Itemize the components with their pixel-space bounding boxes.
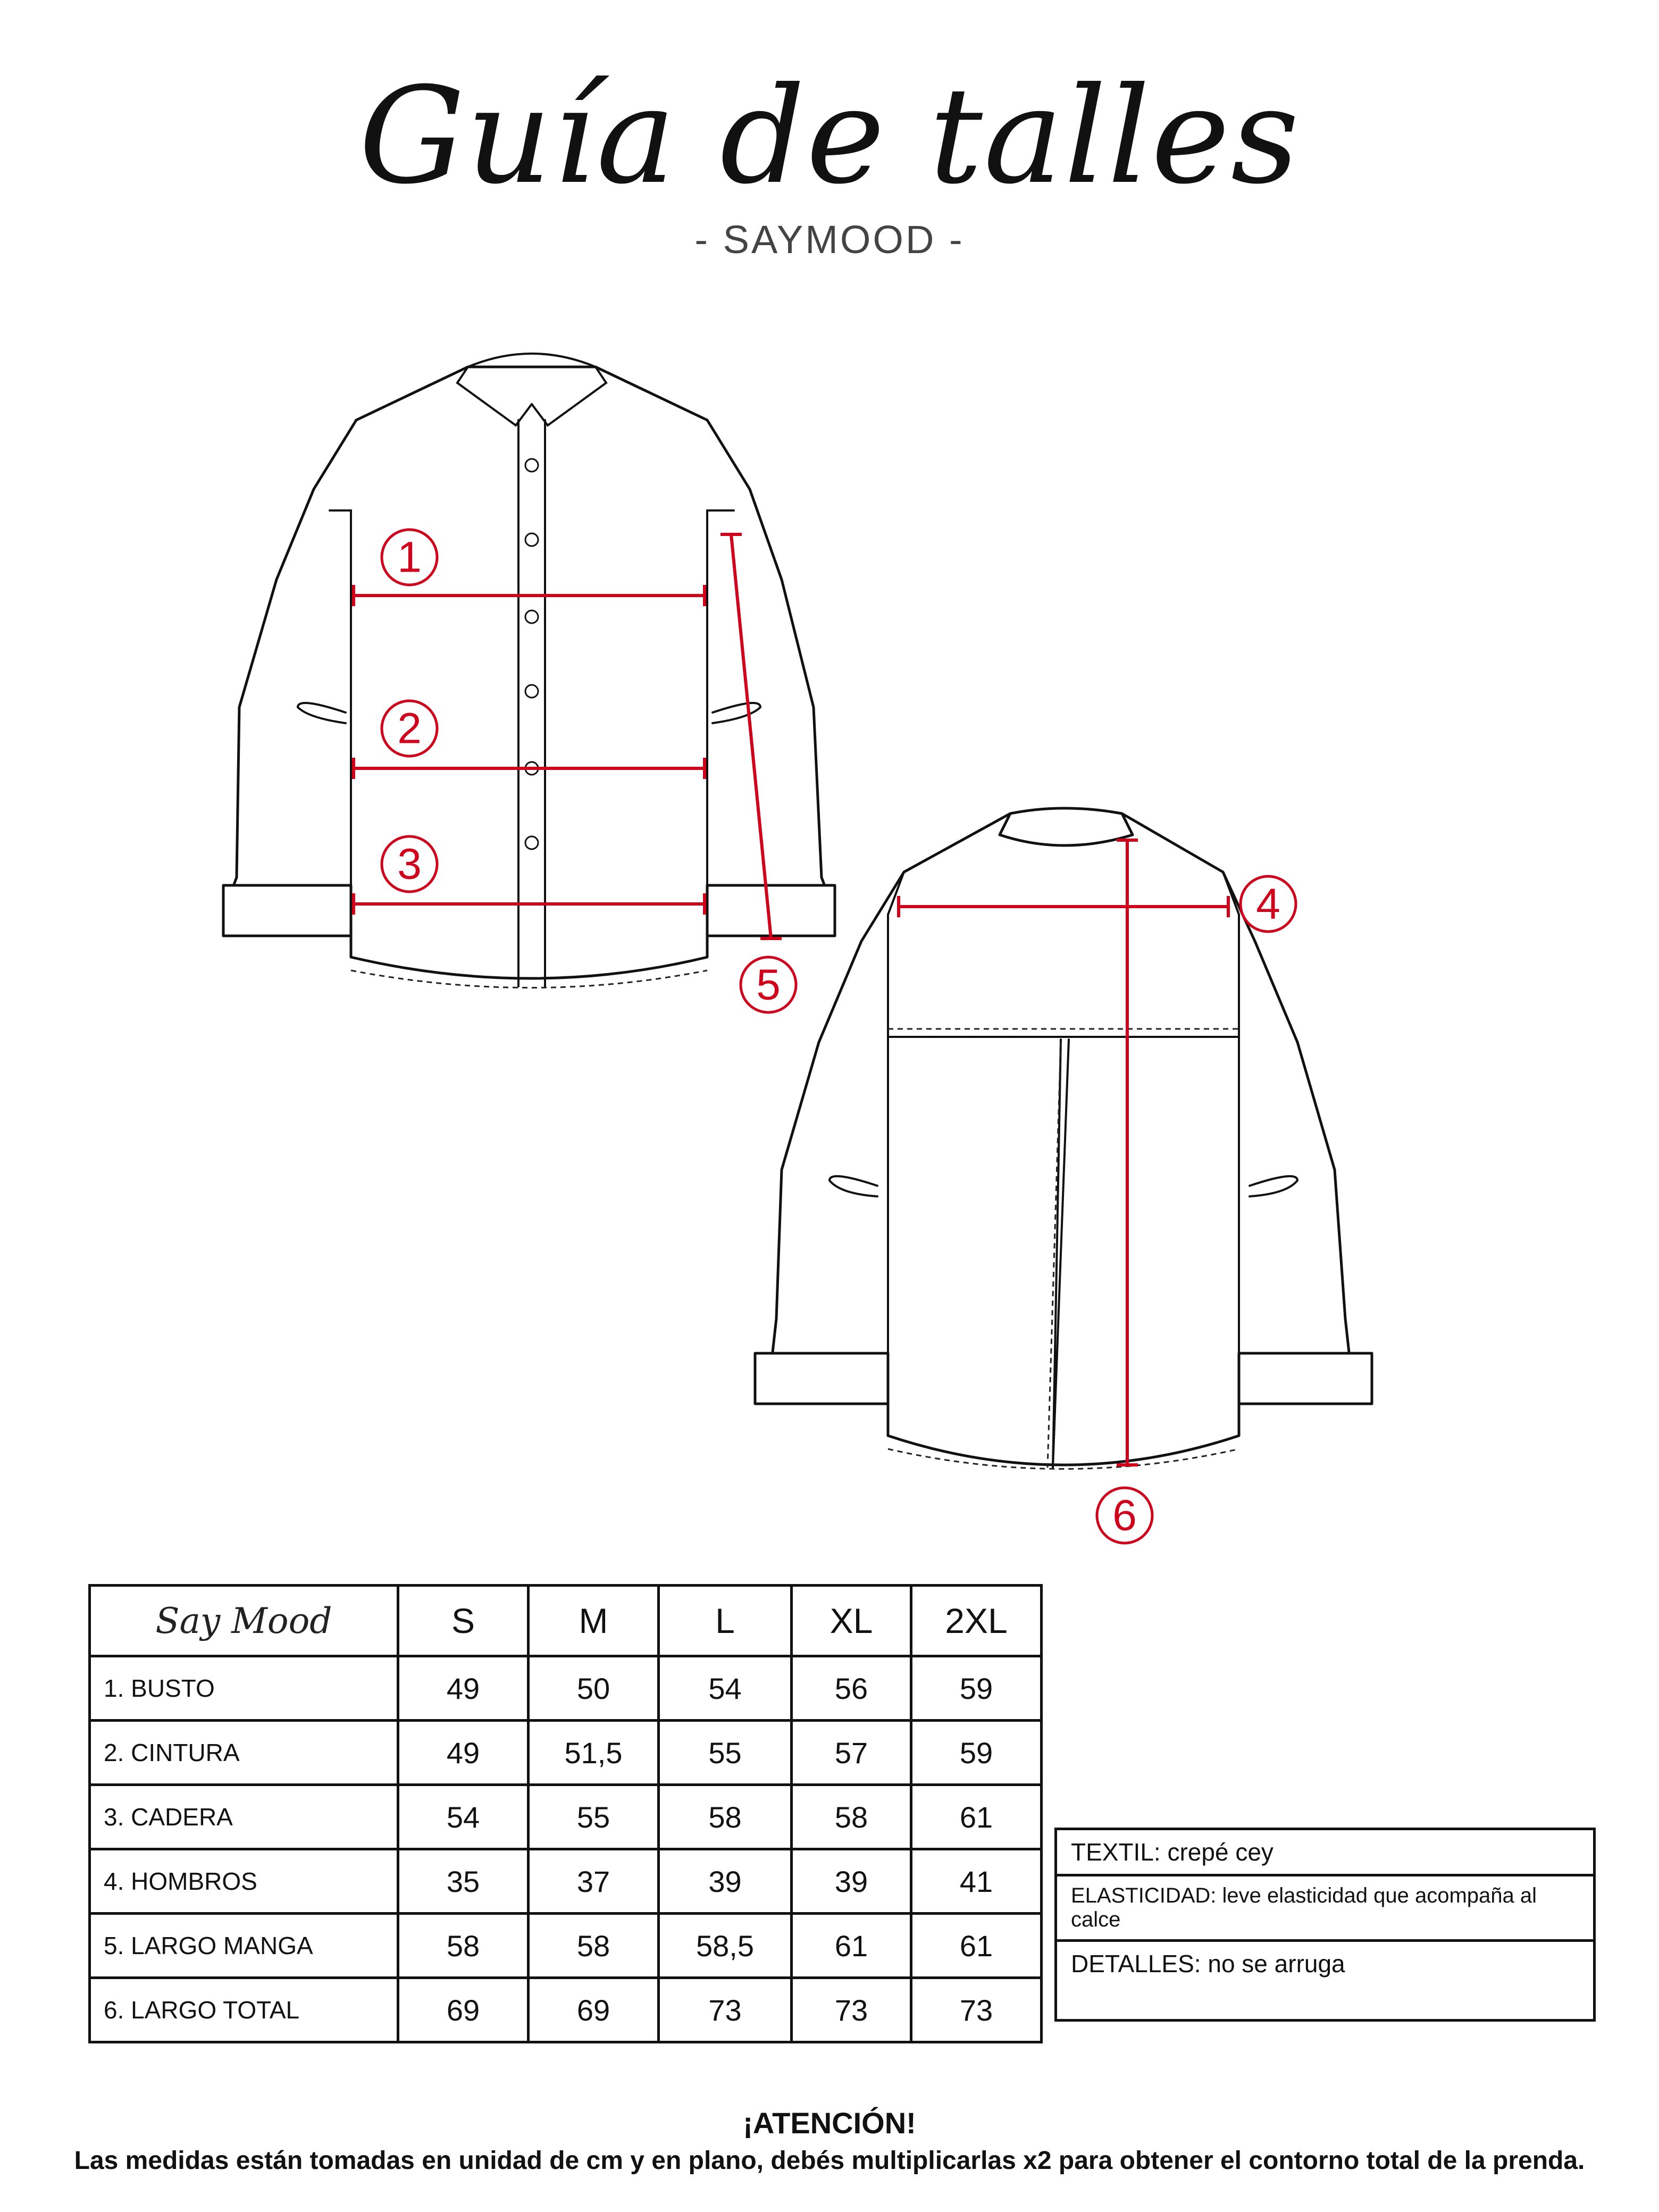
measure-marker-6-label: 6 [1112, 1491, 1137, 1540]
table-cell: 61 [792, 1914, 911, 1978]
table-cell: 58,5 [659, 1914, 792, 1978]
measure-marker-3-label: 3 [397, 840, 422, 889]
info-row-elasticidad [1056, 1875, 1595, 1941]
measure-marker-5-label: 5 [756, 960, 781, 1009]
brand-subtitle: - SAYMOOD - [694, 217, 965, 262]
front-button-6 [525, 836, 538, 849]
info-row-textil [1056, 1829, 1595, 1875]
info-row-detalles [1056, 1941, 1595, 2021]
table-cell: 73 [659, 1978, 792, 2042]
table-row [90, 1978, 1042, 2042]
table-cell: 69 [529, 1978, 659, 2042]
table-cell: 59 [911, 1656, 1042, 1721]
table-cell: 49 [398, 1721, 529, 1785]
row-label: 1. BUSTO [90, 1656, 398, 1721]
front-collar-back [468, 354, 596, 367]
table-cell: 56 [792, 1656, 911, 1721]
table-cell: 58 [659, 1785, 792, 1849]
elasticidad-info: ELASTICIDAD: leve elasticidad que acompaña al calce [1056, 1875, 1595, 1941]
fabric-info-table [1054, 1828, 1596, 2022]
size-table-header [90, 1586, 1042, 1656]
front-button-4 [525, 685, 538, 698]
size-table [88, 1584, 1043, 2043]
table-cell: 37 [529, 1849, 659, 1914]
row-label: 4. HOMBROS [90, 1849, 398, 1914]
table-cell: 50 [529, 1656, 659, 1721]
detalles-info: DETALLES: no se arruga [1056, 1941, 1595, 2021]
measure-marker-1-label: 1 [397, 533, 422, 582]
back-left-cuff [755, 1353, 888, 1404]
row-label: 3. CADERA [90, 1785, 398, 1849]
table-row [90, 1656, 1042, 1721]
table-cell: 57 [792, 1721, 911, 1785]
table-cell: 54 [398, 1785, 529, 1849]
table-row [90, 1849, 1042, 1914]
textil-info: TEXTIL: crepé cey [1056, 1829, 1595, 1875]
table-cell: 49 [398, 1656, 529, 1721]
table-cell: 61 [911, 1914, 1042, 1978]
table-cell: 69 [398, 1978, 529, 2042]
table-cell: 58 [529, 1914, 659, 1978]
table-cell: 73 [792, 1978, 911, 2042]
table-cell: 41 [911, 1849, 1042, 1914]
back-collar [1000, 808, 1133, 845]
measure-marker-2-label: 2 [397, 704, 422, 753]
table-row [90, 1721, 1042, 1785]
back-right-cuff [1239, 1353, 1372, 1404]
attention-heading: ¡ATENCIÓN! [743, 2106, 916, 2140]
table-cell: 59 [911, 1721, 1042, 1785]
size-header-m: M [529, 1586, 659, 1656]
size-header-2xl: 2XL [911, 1586, 1042, 1656]
table-cell: 54 [659, 1656, 792, 1721]
table-cell: 39 [659, 1849, 792, 1914]
table-row [90, 1914, 1042, 1978]
table-cell: 51,5 [529, 1721, 659, 1785]
front-button-3 [525, 610, 538, 623]
measure-marker-4-label: 4 [1256, 879, 1280, 928]
measurement-note: Las medidas están tomadas en unidad de cm y en plano, debés multiplicarlas x2 para obtener el contorno total de la prenda. [74, 2147, 1585, 2175]
table-cell: 61 [911, 1785, 1042, 1849]
size-header-xl: XL [792, 1586, 911, 1656]
table-cell: 73 [911, 1978, 1042, 2042]
left-cuff [223, 885, 351, 936]
table-cell: 55 [659, 1721, 792, 1785]
table-cell: 35 [398, 1849, 529, 1914]
row-label: 5. LARGO MANGA [90, 1914, 398, 1978]
page-title: Guía de talles [358, 58, 1301, 213]
table-cell: 58 [398, 1914, 529, 1978]
size-header-s: S [398, 1586, 529, 1656]
table-cell: 39 [792, 1849, 911, 1914]
front-button-2 [525, 533, 538, 546]
front-button-1 [525, 459, 538, 472]
size-header-l: L [659, 1586, 792, 1656]
table-row [90, 1785, 1042, 1849]
brand-logo: Say Mood [90, 1586, 398, 1656]
row-label: 2. CINTURA [90, 1721, 398, 1785]
table-cell: 55 [529, 1785, 659, 1849]
table-cell: 58 [792, 1785, 911, 1849]
row-label: 6. LARGO TOTAL [90, 1978, 398, 2042]
